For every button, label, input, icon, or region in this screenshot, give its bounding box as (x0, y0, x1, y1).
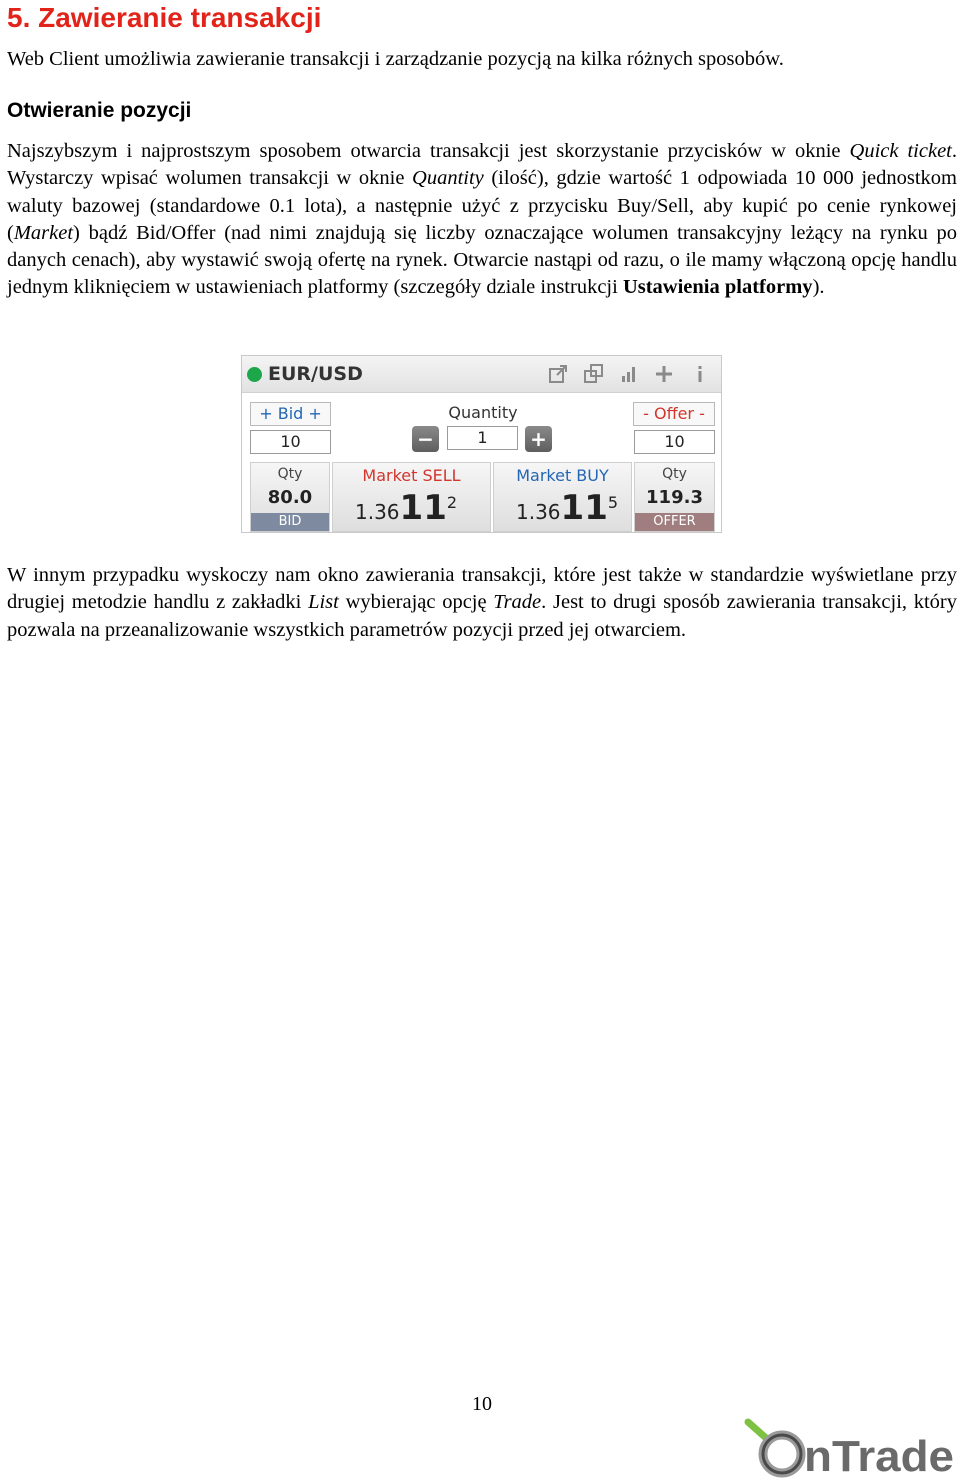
quantity-increase-button[interactable]: + (525, 426, 552, 452)
instrument-symbol: EUR/USD (268, 363, 363, 385)
chart-icon[interactable] (617, 363, 641, 385)
svg-text:nTrade: nTrade (804, 1432, 954, 1478)
quantity-label: Quantity (448, 403, 518, 422)
section-heading: 5. Zawieranie transakcji (7, 2, 322, 33)
add-icon[interactable] (652, 363, 676, 385)
market-buy-label: Market BUY (516, 466, 609, 485)
offer-button[interactable]: - Offer - (633, 402, 715, 426)
bid-qty-value: 80.0 (267, 487, 313, 508)
paragraph-trade-window: W innym przypadku wyskoczy nam okno zawierania transakcji, które jest także w standardzie wyświetlane przy drugiej metodzie handlu z zakładki List wybierając opcję Trade. Jest to drugi sposób zawierania transakcji, który pozwala na przeanalizowanie wszystkich parametrów pozycji przed jej otwarciem. (7, 564, 958, 641)
intro-paragraph: Web Client umożliwia zawieranie transakcji i zarządzanie pozycją na kilka różnych sposobów. (7, 48, 784, 70)
sell-price: 1.36112 (355, 488, 458, 528)
offer-strip: OFFER (635, 513, 714, 531)
offer-quantity-box[interactable] (634, 462, 715, 532)
offer-qty-label: Qty (662, 466, 687, 482)
ontrade-logo (744, 1416, 958, 1478)
bid-button[interactable]: + Bid + (250, 402, 331, 426)
duplicate-icon[interactable] (582, 363, 606, 385)
market-sell-button[interactable] (332, 462, 491, 532)
market-buy-button[interactable] (493, 462, 632, 532)
info-icon[interactable] (688, 363, 712, 385)
subsection-heading: Otwieranie pozycji (7, 99, 192, 122)
quick-ticket-header (242, 356, 721, 393)
quantity-input[interactable]: 1 (447, 426, 518, 450)
market-sell-label: Market SELL (362, 466, 461, 485)
offer-volume-input[interactable]: 10 (634, 430, 715, 454)
quantity-decrease-button[interactable]: − (412, 426, 439, 452)
bid-quantity-box[interactable] (250, 462, 330, 532)
quick-ticket-panel (241, 355, 722, 533)
buy-price: 1.36115 (516, 488, 619, 528)
page-number: 10 (472, 1393, 492, 1415)
status-dot-icon (247, 367, 262, 382)
bid-volume-input[interactable]: 10 (250, 430, 331, 454)
popout-icon[interactable] (546, 363, 570, 385)
bid-strip: BID (251, 513, 329, 531)
offer-qty-value: 119.3 (646, 487, 703, 508)
bid-qty-label: Qty (277, 466, 303, 482)
paragraph-opening-position: Najszybszym i najprostszym sposobem otwarcia transakcji jest skorzystanie przycisków w oknie Quick ticket. Wystarczy wpisać wolumen transakcji w oknie Quantity (ilość), gdzie wartość 1 odpowiada 10 000 jednostkom waluty bazowej (standardowe 0.1 lota), a następnie użyć z przycisku Buy/Sell, aby kupić po cenie rynkowej (Market) bądź Bid/Offer (nad nimi znajdują się liczby oznaczające wolumen transakcyjny leżący na rynku po danych cenach), aby wystawić swoją ofertę na rynek. Otwarcie nastąpi od razu, o ile mamy włączoną opcję handlu jednym kliknięciem w ustawieniach platformy (szczegóły dziale instrukcji Ustawienia platformy). (7, 140, 957, 299)
